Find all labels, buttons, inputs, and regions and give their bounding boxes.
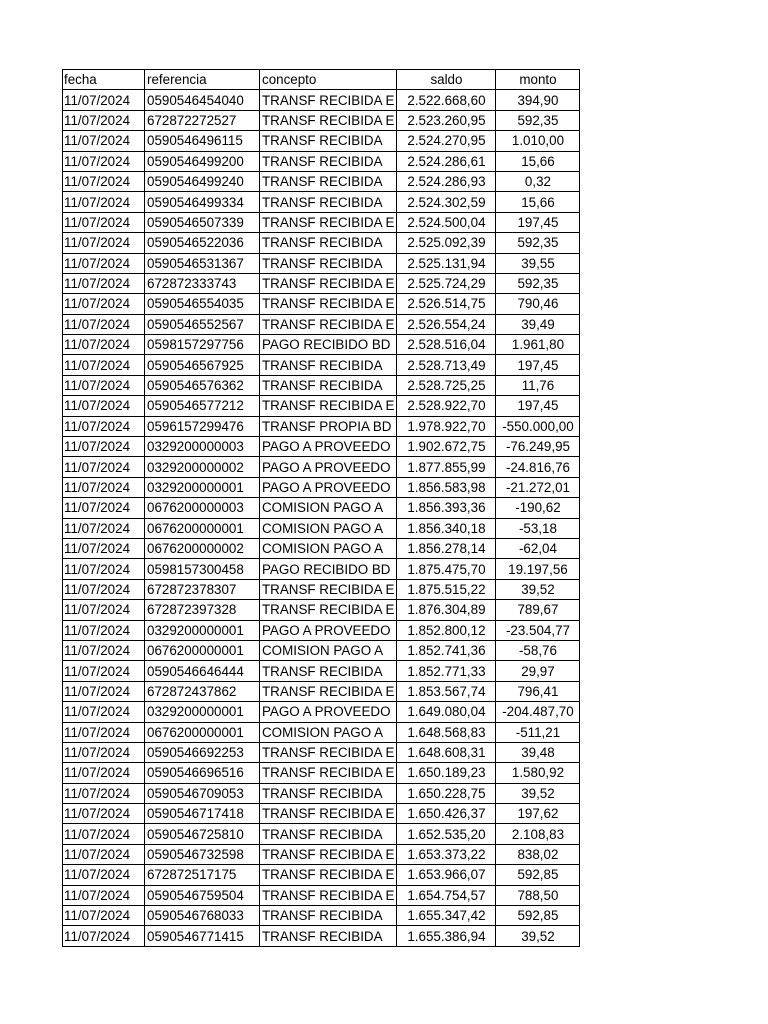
- cell-referencia: 0590546454040: [145, 90, 260, 110]
- cell-monto: 39,49: [496, 314, 580, 334]
- header-fecha: fecha: [63, 70, 145, 90]
- header-monto: monto: [496, 70, 580, 90]
- cell-referencia: 0598157297756: [145, 335, 260, 355]
- table-row: [63, 722, 580, 742]
- cell-referencia: 672872378307: [145, 579, 260, 599]
- cell-concepto: TRANSF RECIBIDA: [260, 192, 397, 212]
- cell-monto: 1.580,92: [496, 763, 580, 783]
- cell-concepto: PAGO RECIBIDO BD: [260, 559, 397, 579]
- cell-saldo: 2.528.516,04: [397, 335, 496, 355]
- cell-fecha: 11/07/2024: [63, 294, 145, 314]
- cell-referencia: 0676200000001: [145, 722, 260, 742]
- cell-monto: 796,41: [496, 681, 580, 701]
- cell-fecha: 11/07/2024: [63, 702, 145, 722]
- cell-concepto: TRANSF RECIBIDA E: [260, 865, 397, 885]
- cell-fecha: 11/07/2024: [63, 681, 145, 701]
- cell-fecha: 11/07/2024: [63, 518, 145, 538]
- cell-concepto: TRANSF RECIBIDA: [260, 906, 397, 926]
- table-row: [63, 437, 580, 457]
- cell-saldo: 1.653.373,22: [397, 844, 496, 864]
- cell-monto: -76.249,95: [496, 437, 580, 457]
- cell-saldo: 1.655.386,94: [397, 926, 496, 946]
- cell-concepto: TRANSF RECIBIDA E: [260, 90, 397, 110]
- header-row: [63, 70, 580, 90]
- cell-concepto: TRANSF RECIBIDA E: [260, 314, 397, 334]
- table-row: [63, 273, 580, 293]
- cell-fecha: 11/07/2024: [63, 437, 145, 457]
- cell-referencia: 0590546692253: [145, 742, 260, 762]
- cell-fecha: 11/07/2024: [63, 804, 145, 824]
- table-row: [63, 742, 580, 762]
- table-row: [63, 355, 580, 375]
- cell-referencia: 0590546554035: [145, 294, 260, 314]
- table-row: [63, 335, 580, 355]
- cell-monto: -190,62: [496, 498, 580, 518]
- cell-saldo: 1.856.583,98: [397, 477, 496, 497]
- cell-fecha: 11/07/2024: [63, 355, 145, 375]
- cell-concepto: TRANSF RECIBIDA: [260, 824, 397, 844]
- cell-monto: 1.010,00: [496, 131, 580, 151]
- cell-saldo: 2.525.131,94: [397, 253, 496, 273]
- header-referencia: referencia: [145, 70, 260, 90]
- table-row: [63, 824, 580, 844]
- cell-saldo: 2.528.725,25: [397, 375, 496, 395]
- cell-saldo: 2.524.286,93: [397, 171, 496, 191]
- cell-monto: -23.504,77: [496, 620, 580, 640]
- cell-saldo: 2.525.724,29: [397, 273, 496, 293]
- header-saldo: saldo: [397, 70, 496, 90]
- cell-saldo: 2.525.092,39: [397, 233, 496, 253]
- cell-saldo: 1.876.304,89: [397, 600, 496, 620]
- cell-referencia: 672872397328: [145, 600, 260, 620]
- cell-saldo: 1.655.347,42: [397, 906, 496, 926]
- cell-monto: 592,85: [496, 906, 580, 926]
- cell-referencia: 0598157300458: [145, 559, 260, 579]
- cell-fecha: 11/07/2024: [63, 457, 145, 477]
- cell-monto: 39,55: [496, 253, 580, 273]
- cell-monto: 19.197,56: [496, 559, 580, 579]
- table-row: [63, 600, 580, 620]
- cell-referencia: 0590546567925: [145, 355, 260, 375]
- cell-saldo: 2.528.922,70: [397, 396, 496, 416]
- cell-saldo: 1.856.278,14: [397, 538, 496, 558]
- cell-saldo: 2.526.554,24: [397, 314, 496, 334]
- table-row: [63, 110, 580, 130]
- cell-concepto: TRANSF RECIBIDA: [260, 253, 397, 273]
- cell-referencia: 0329200000003: [145, 437, 260, 457]
- cell-referencia: 0590546499334: [145, 192, 260, 212]
- cell-referencia: 0590546531367: [145, 253, 260, 273]
- cell-saldo: 1.856.340,18: [397, 518, 496, 538]
- cell-concepto: TRANSF RECIBIDA E: [260, 804, 397, 824]
- table-row: [63, 926, 580, 946]
- cell-referencia: 672872333743: [145, 273, 260, 293]
- cell-saldo: 2.526.514,75: [397, 294, 496, 314]
- table-body: [63, 90, 580, 946]
- cell-concepto: TRANSF RECIBIDA: [260, 926, 397, 946]
- table-row: [63, 314, 580, 334]
- cell-referencia: 0596157299476: [145, 416, 260, 436]
- cell-monto: -550.000,00: [496, 416, 580, 436]
- cell-referencia: 0329200000001: [145, 477, 260, 497]
- table-row: [63, 498, 580, 518]
- cell-saldo: 2.524.286,61: [397, 151, 496, 171]
- table-row: [63, 416, 580, 436]
- cell-monto: -204.487,70: [496, 702, 580, 722]
- table-row: [63, 559, 580, 579]
- cell-fecha: 11/07/2024: [63, 396, 145, 416]
- cell-fecha: 11/07/2024: [63, 885, 145, 905]
- cell-saldo: 1.978.922,70: [397, 416, 496, 436]
- table-row: [63, 151, 580, 171]
- cell-monto: -58,76: [496, 640, 580, 660]
- cell-fecha: 11/07/2024: [63, 742, 145, 762]
- cell-referencia: 0590546522036: [145, 233, 260, 253]
- cell-monto: 39,52: [496, 926, 580, 946]
- cell-monto: 592,35: [496, 273, 580, 293]
- cell-fecha: 11/07/2024: [63, 906, 145, 926]
- cell-concepto: TRANSF RECIBIDA: [260, 375, 397, 395]
- cell-referencia: 0590546759504: [145, 885, 260, 905]
- cell-fecha: 11/07/2024: [63, 253, 145, 273]
- cell-referencia: 0590546577212: [145, 396, 260, 416]
- cell-concepto: TRANSF RECIBIDA E: [260, 681, 397, 701]
- cell-fecha: 11/07/2024: [63, 375, 145, 395]
- cell-concepto: TRANSF RECIBIDA: [260, 131, 397, 151]
- cell-monto: 1.961,80: [496, 335, 580, 355]
- cell-concepto: TRANSF RECIBIDA E: [260, 844, 397, 864]
- header-concepto: concepto: [260, 70, 397, 90]
- table-row: [63, 457, 580, 477]
- cell-referencia: 0590546696516: [145, 763, 260, 783]
- cell-monto: -511,21: [496, 722, 580, 742]
- cell-fecha: 11/07/2024: [63, 865, 145, 885]
- cell-concepto: TRANSF RECIBIDA E: [260, 600, 397, 620]
- cell-saldo: 2.524.302,59: [397, 192, 496, 212]
- table-row: [63, 233, 580, 253]
- cell-saldo: 1.648.608,31: [397, 742, 496, 762]
- cell-fecha: 11/07/2024: [63, 498, 145, 518]
- cell-concepto: TRANSF RECIBIDA E: [260, 273, 397, 293]
- cell-concepto: COMISION PAGO A: [260, 538, 397, 558]
- cell-monto: 39,52: [496, 579, 580, 599]
- cell-saldo: 1.852.771,33: [397, 661, 496, 681]
- cell-saldo: 2.522.668,60: [397, 90, 496, 110]
- table-row: [63, 253, 580, 273]
- table-row: [63, 518, 580, 538]
- cell-fecha: 11/07/2024: [63, 844, 145, 864]
- cell-saldo: 1.650.426,37: [397, 804, 496, 824]
- table-row: [63, 783, 580, 803]
- cell-fecha: 11/07/2024: [63, 620, 145, 640]
- cell-monto: 39,52: [496, 783, 580, 803]
- cell-monto: 789,67: [496, 600, 580, 620]
- cell-fecha: 11/07/2024: [63, 824, 145, 844]
- cell-concepto: COMISION PAGO A: [260, 722, 397, 742]
- table-row: [63, 640, 580, 660]
- cell-fecha: 11/07/2024: [63, 722, 145, 742]
- cell-fecha: 11/07/2024: [63, 763, 145, 783]
- cell-saldo: 1.650.189,23: [397, 763, 496, 783]
- cell-concepto: PAGO A PROVEEDO: [260, 457, 397, 477]
- cell-concepto: PAGO A PROVEEDO: [260, 702, 397, 722]
- cell-fecha: 11/07/2024: [63, 579, 145, 599]
- cell-saldo: 1.650.228,75: [397, 783, 496, 803]
- table-row: [63, 681, 580, 701]
- cell-concepto: TRANSF RECIBIDA: [260, 171, 397, 191]
- cell-saldo: 2.524.500,04: [397, 212, 496, 232]
- cell-concepto: TRANSF RECIBIDA E: [260, 110, 397, 130]
- table-row: [63, 90, 580, 110]
- cell-referencia: 0590546507339: [145, 212, 260, 232]
- cell-fecha: 11/07/2024: [63, 477, 145, 497]
- table-row: [63, 702, 580, 722]
- table-row: [63, 661, 580, 681]
- cell-concepto: TRANSF RECIBIDA E: [260, 742, 397, 762]
- cell-saldo: 2.528.713,49: [397, 355, 496, 375]
- cell-referencia: 0590546576362: [145, 375, 260, 395]
- cell-concepto: TRANSF RECIBIDA: [260, 233, 397, 253]
- table-row: [63, 865, 580, 885]
- cell-monto: 592,35: [496, 110, 580, 130]
- cell-referencia: 0676200000001: [145, 640, 260, 660]
- cell-saldo: 1.877.855,99: [397, 457, 496, 477]
- cell-fecha: 11/07/2024: [63, 151, 145, 171]
- transactions-table: [62, 69, 580, 947]
- cell-monto: 2.108,83: [496, 824, 580, 844]
- cell-concepto: COMISION PAGO A: [260, 640, 397, 660]
- cell-fecha: 11/07/2024: [63, 273, 145, 293]
- cell-concepto: PAGO A PROVEEDO: [260, 437, 397, 457]
- cell-saldo: 1.648.568,83: [397, 722, 496, 742]
- cell-referencia: 0329200000001: [145, 620, 260, 640]
- cell-monto: -62,04: [496, 538, 580, 558]
- cell-fecha: 11/07/2024: [63, 600, 145, 620]
- cell-concepto: PAGO A PROVEEDO: [260, 477, 397, 497]
- cell-concepto: TRANSF RECIBIDA E: [260, 579, 397, 599]
- cell-referencia: 0590546709053: [145, 783, 260, 803]
- cell-saldo: 1.852.741,36: [397, 640, 496, 660]
- cell-fecha: 11/07/2024: [63, 314, 145, 334]
- cell-concepto: PAGO A PROVEEDO: [260, 620, 397, 640]
- table-row: [63, 579, 580, 599]
- cell-referencia: 0590546717418: [145, 804, 260, 824]
- cell-fecha: 11/07/2024: [63, 131, 145, 151]
- cell-monto: 788,50: [496, 885, 580, 905]
- cell-monto: 592,85: [496, 865, 580, 885]
- cell-fecha: 11/07/2024: [63, 559, 145, 579]
- table-row: [63, 294, 580, 314]
- cell-concepto: TRANSF RECIBIDA E: [260, 396, 397, 416]
- cell-concepto: TRANSF RECIBIDA: [260, 151, 397, 171]
- cell-saldo: 1.853.567,74: [397, 681, 496, 701]
- cell-fecha: 11/07/2024: [63, 233, 145, 253]
- cell-referencia: 0590546771415: [145, 926, 260, 946]
- cell-referencia: 672872517175: [145, 865, 260, 885]
- cell-monto: 0,32: [496, 171, 580, 191]
- cell-fecha: 11/07/2024: [63, 212, 145, 232]
- cell-concepto: TRANSF RECIBIDA E: [260, 763, 397, 783]
- cell-concepto: COMISION PAGO A: [260, 498, 397, 518]
- cell-monto: 790,46: [496, 294, 580, 314]
- cell-saldo: 1.875.515,22: [397, 579, 496, 599]
- cell-fecha: 11/07/2024: [63, 90, 145, 110]
- table-row: [63, 844, 580, 864]
- table-row: [63, 906, 580, 926]
- table-row: [63, 396, 580, 416]
- cell-referencia: 0590546725810: [145, 824, 260, 844]
- cell-concepto: COMISION PAGO A: [260, 518, 397, 538]
- cell-fecha: 11/07/2024: [63, 416, 145, 436]
- cell-monto: 15,66: [496, 192, 580, 212]
- cell-saldo: 1.902.672,75: [397, 437, 496, 457]
- cell-concepto: TRANSF RECIBIDA: [260, 355, 397, 375]
- cell-referencia: 0329200000002: [145, 457, 260, 477]
- cell-referencia: 672872272527: [145, 110, 260, 130]
- cell-monto: 39,48: [496, 742, 580, 762]
- cell-concepto: PAGO RECIBIDO BD: [260, 335, 397, 355]
- table-row: [63, 477, 580, 497]
- cell-fecha: 11/07/2024: [63, 783, 145, 803]
- table-row: [63, 212, 580, 232]
- cell-referencia: 0676200000003: [145, 498, 260, 518]
- cell-monto: 15,66: [496, 151, 580, 171]
- cell-referencia: 0590546552567: [145, 314, 260, 334]
- cell-saldo: 1.653.966,07: [397, 865, 496, 885]
- cell-concepto: TRANSF RECIBIDA E: [260, 294, 397, 314]
- cell-fecha: 11/07/2024: [63, 335, 145, 355]
- table-row: [63, 620, 580, 640]
- cell-fecha: 11/07/2024: [63, 192, 145, 212]
- table-row: [63, 763, 580, 783]
- cell-fecha: 11/07/2024: [63, 926, 145, 946]
- cell-concepto: TRANSF PROPIA BD: [260, 416, 397, 436]
- table-row: [63, 538, 580, 558]
- cell-monto: 11,76: [496, 375, 580, 395]
- table-row: [63, 131, 580, 151]
- cell-monto: -53,18: [496, 518, 580, 538]
- cell-monto: 838,02: [496, 844, 580, 864]
- cell-concepto: TRANSF RECIBIDA E: [260, 212, 397, 232]
- cell-monto: 197,62: [496, 804, 580, 824]
- cell-fecha: 11/07/2024: [63, 538, 145, 558]
- cell-monto: 592,35: [496, 233, 580, 253]
- cell-saldo: 1.654.754,57: [397, 885, 496, 905]
- cell-saldo: 2.524.270,95: [397, 131, 496, 151]
- table-row: [63, 375, 580, 395]
- cell-monto: 197,45: [496, 212, 580, 232]
- cell-fecha: 11/07/2024: [63, 661, 145, 681]
- cell-concepto: TRANSF RECIBIDA: [260, 783, 397, 803]
- cell-concepto: TRANSF RECIBIDA E: [260, 885, 397, 905]
- cell-fecha: 11/07/2024: [63, 110, 145, 130]
- cell-monto: -24.816,76: [496, 457, 580, 477]
- cell-referencia: 0590546499240: [145, 171, 260, 191]
- cell-monto: 394,90: [496, 90, 580, 110]
- cell-referencia: 0590546732598: [145, 844, 260, 864]
- cell-referencia: 0676200000001: [145, 518, 260, 538]
- cell-referencia: 0590546646444: [145, 661, 260, 681]
- table-row: [63, 885, 580, 905]
- cell-referencia: 0590546496115: [145, 131, 260, 151]
- cell-monto: 29,97: [496, 661, 580, 681]
- table-row: [63, 804, 580, 824]
- cell-concepto: TRANSF RECIBIDA: [260, 661, 397, 681]
- cell-saldo: 1.652.535,20: [397, 824, 496, 844]
- cell-fecha: 11/07/2024: [63, 640, 145, 660]
- cell-referencia: 672872437862: [145, 681, 260, 701]
- cell-fecha: 11/07/2024: [63, 171, 145, 191]
- cell-referencia: 0590546768033: [145, 906, 260, 926]
- cell-saldo: 1.856.393,36: [397, 498, 496, 518]
- cell-referencia: 0329200000001: [145, 702, 260, 722]
- cell-saldo: 1.875.475,70: [397, 559, 496, 579]
- table-row: [63, 192, 580, 212]
- cell-saldo: 1.649.080,04: [397, 702, 496, 722]
- cell-monto: -21.272,01: [496, 477, 580, 497]
- cell-saldo: 2.523.260,95: [397, 110, 496, 130]
- cell-monto: 197,45: [496, 396, 580, 416]
- cell-referencia: 0676200000002: [145, 538, 260, 558]
- cell-monto: 197,45: [496, 355, 580, 375]
- cell-saldo: 1.852.800,12: [397, 620, 496, 640]
- cell-referencia: 0590546499200: [145, 151, 260, 171]
- table-row: [63, 171, 580, 191]
